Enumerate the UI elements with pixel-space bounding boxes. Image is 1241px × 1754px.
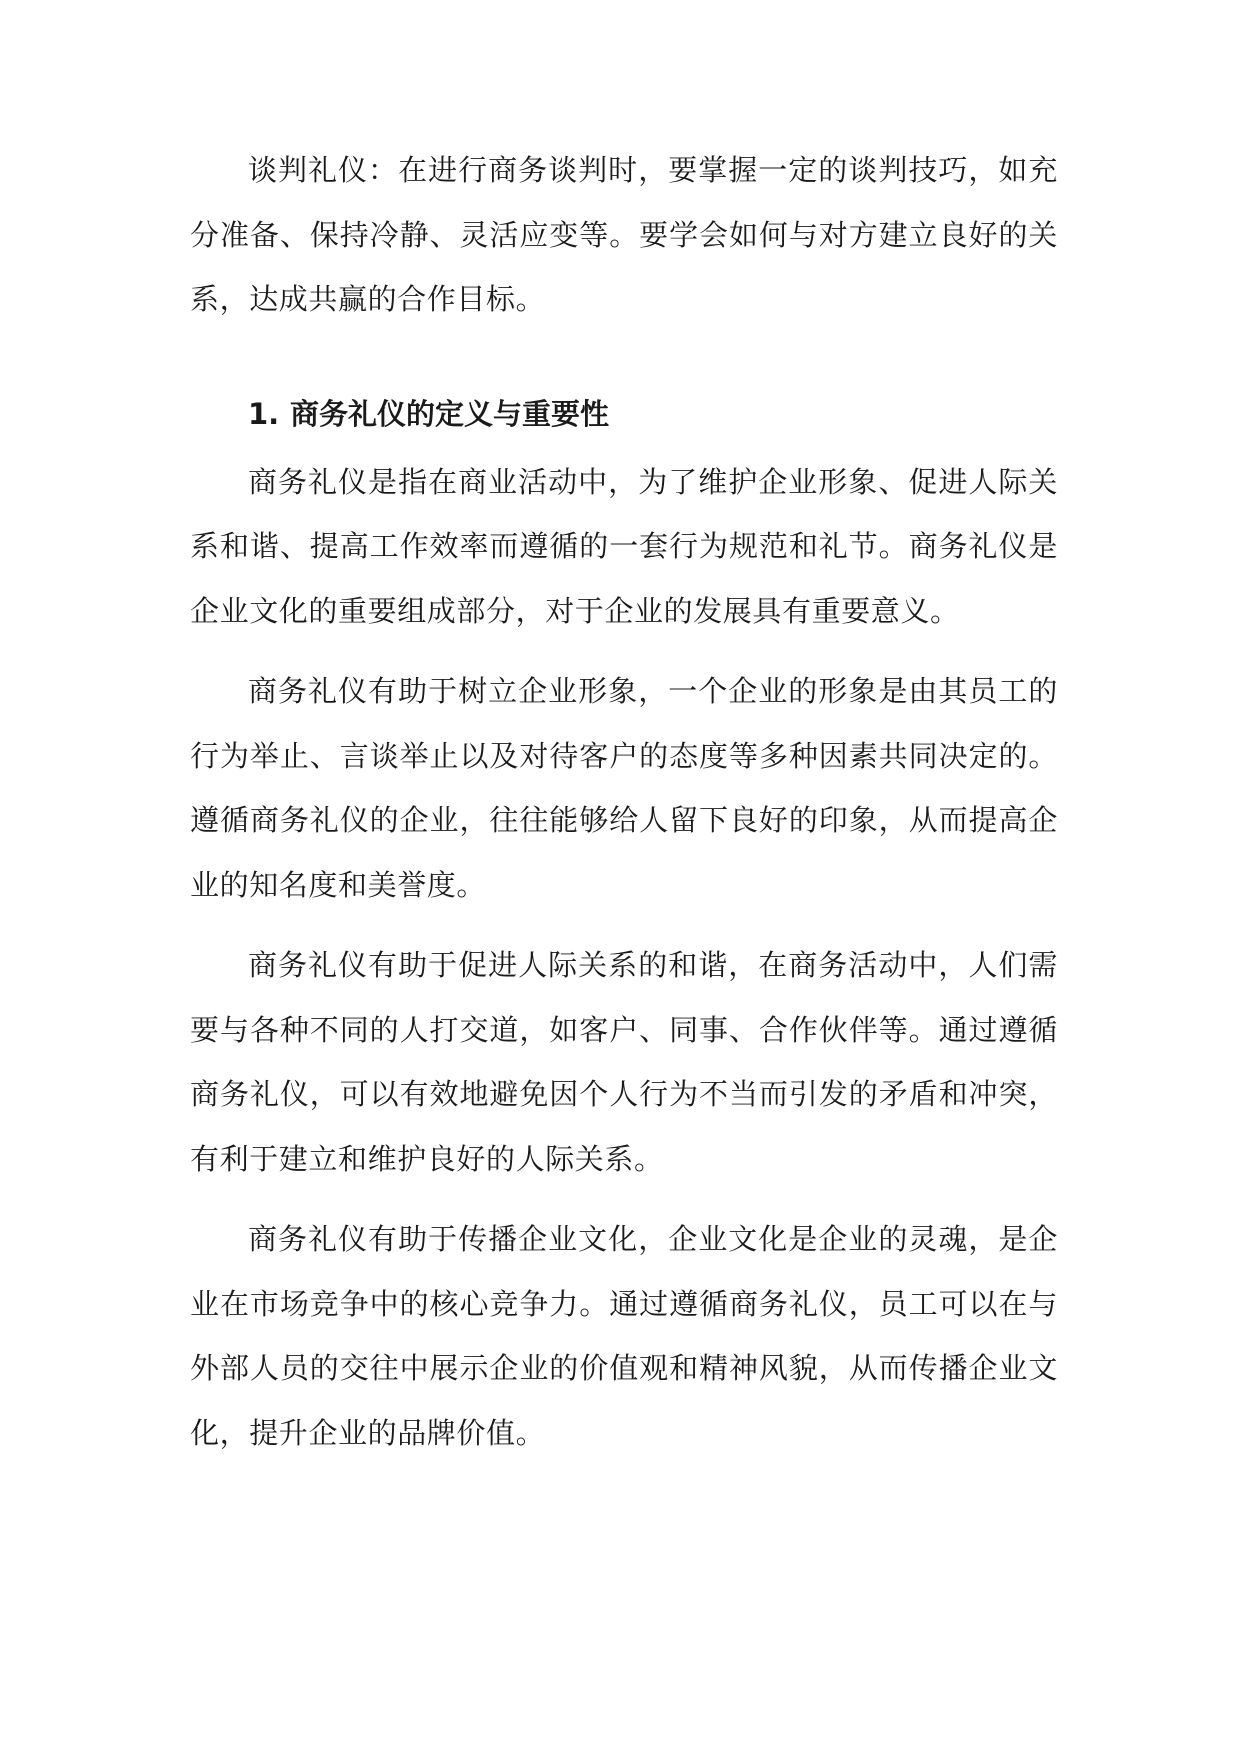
document-page xyxy=(190,138,1058,1481)
section-number: 1. xyxy=(248,396,280,431)
body-paragraph-2: 商务礼仪有助于树立企业形象，一个企业的形象是由其员工的行为举止、言谈举止以及对待客户的态度等多种因素共同决定的。遵循商务礼仪的企业，往往能够给人留下良好的印象，从而提高企业的知名度和美誉度。 xyxy=(190,674,1058,902)
intro-paragraph: 谈判礼仪：在进行商务谈判时，要掌握一定的谈判技巧，如充分准备、保持冷静、灵活应变等。要学会如何与对方建立良好的关系，达成共赢的合作目标。 xyxy=(190,153,1058,316)
body-paragraph-3: 商务礼仪有助于促进人际关系的和谐，在商务活动中，人们需要与各种不同的人打交道，如客户、同事、合作伙伴等。通过遵循商务礼仪，可以有效地避免因个人行为不当而引发的矛盾和冲突，有利于建立和维护良好的人际关系。 xyxy=(190,948,1058,1176)
body-paragraph-4: 商务礼仪有助于传播企业文化，企业文化是企业的灵魂，是企业在市场竞争中的核心竞争力。通过遵循商务礼仪，员工可以在与外部人员的交往中展示企业的价值观和精神风貌，从而传播企业文化，提升企业的品牌价值。 xyxy=(190,1222,1058,1450)
section-heading xyxy=(190,382,1058,446)
section-title: 商务礼仪的定义与重要性 xyxy=(290,396,610,431)
body-paragraph-1: 商务礼仪是指在商业活动中，为了维护企业形象、促进人际关系和谐、提高工作效率而遵循的一套行为规范和礼节。商务礼仪是企业文化的重要组成部分，对于企业的发展具有重要意义。 xyxy=(190,464,1058,628)
